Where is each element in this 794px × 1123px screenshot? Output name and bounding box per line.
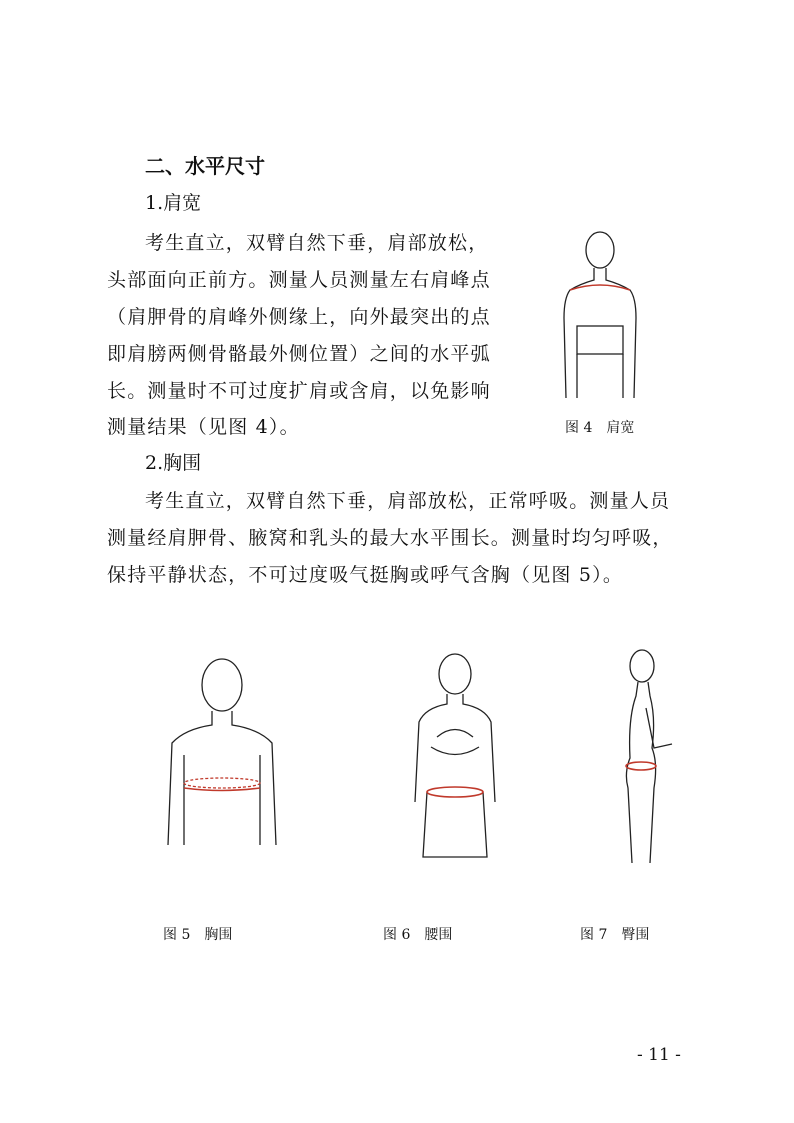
item1-line: 长。测量时不可过度扩肩或含肩，以免影响: [107, 380, 491, 402]
figure-5-caption: 图 5 胸围: [163, 927, 233, 943]
page-number: - 11 -: [637, 1045, 681, 1065]
figure-7-hip: [610, 648, 680, 873]
figure-6-caption: 图 6 腰围: [383, 927, 453, 943]
item1-line: 考生直立，双臂自然下垂，肩部放松，: [145, 232, 489, 254]
figure-6-waist: [405, 652, 505, 867]
item1-line: 头部面向正前方。测量人员测量左右肩峰点: [107, 269, 491, 291]
figure-4-shoulder-width: [550, 228, 650, 403]
item1-line: 即肩膀两侧骨骼最外侧位置）之间的水平弧: [107, 343, 491, 365]
item2-line: 考生直立，双臂自然下垂，肩部放松，正常呼吸。测量人员: [145, 490, 671, 512]
item1-line: 测量结果（见图 4）。: [107, 416, 300, 438]
item1-title: 1.肩宽: [145, 192, 202, 214]
section-title: 二、水平尺寸: [145, 154, 265, 178]
figure-5-chest: [160, 655, 285, 855]
item1-line: （肩胛骨的肩峰外侧缘上，向外最突出的点: [107, 306, 491, 328]
item2-line: 保持平静状态，不可过度吸气挺胸或呼气含胸（见图 5）。: [107, 564, 624, 586]
figure-7-caption: 图 7 臀围: [580, 927, 650, 943]
figure-4-caption: 图 4 肩宽: [565, 420, 635, 436]
item2-line: 测量经肩胛骨、腋窝和乳头的最大水平围长。测量时均匀呼吸，: [107, 527, 673, 549]
item2-title: 2.胸围: [145, 452, 202, 474]
